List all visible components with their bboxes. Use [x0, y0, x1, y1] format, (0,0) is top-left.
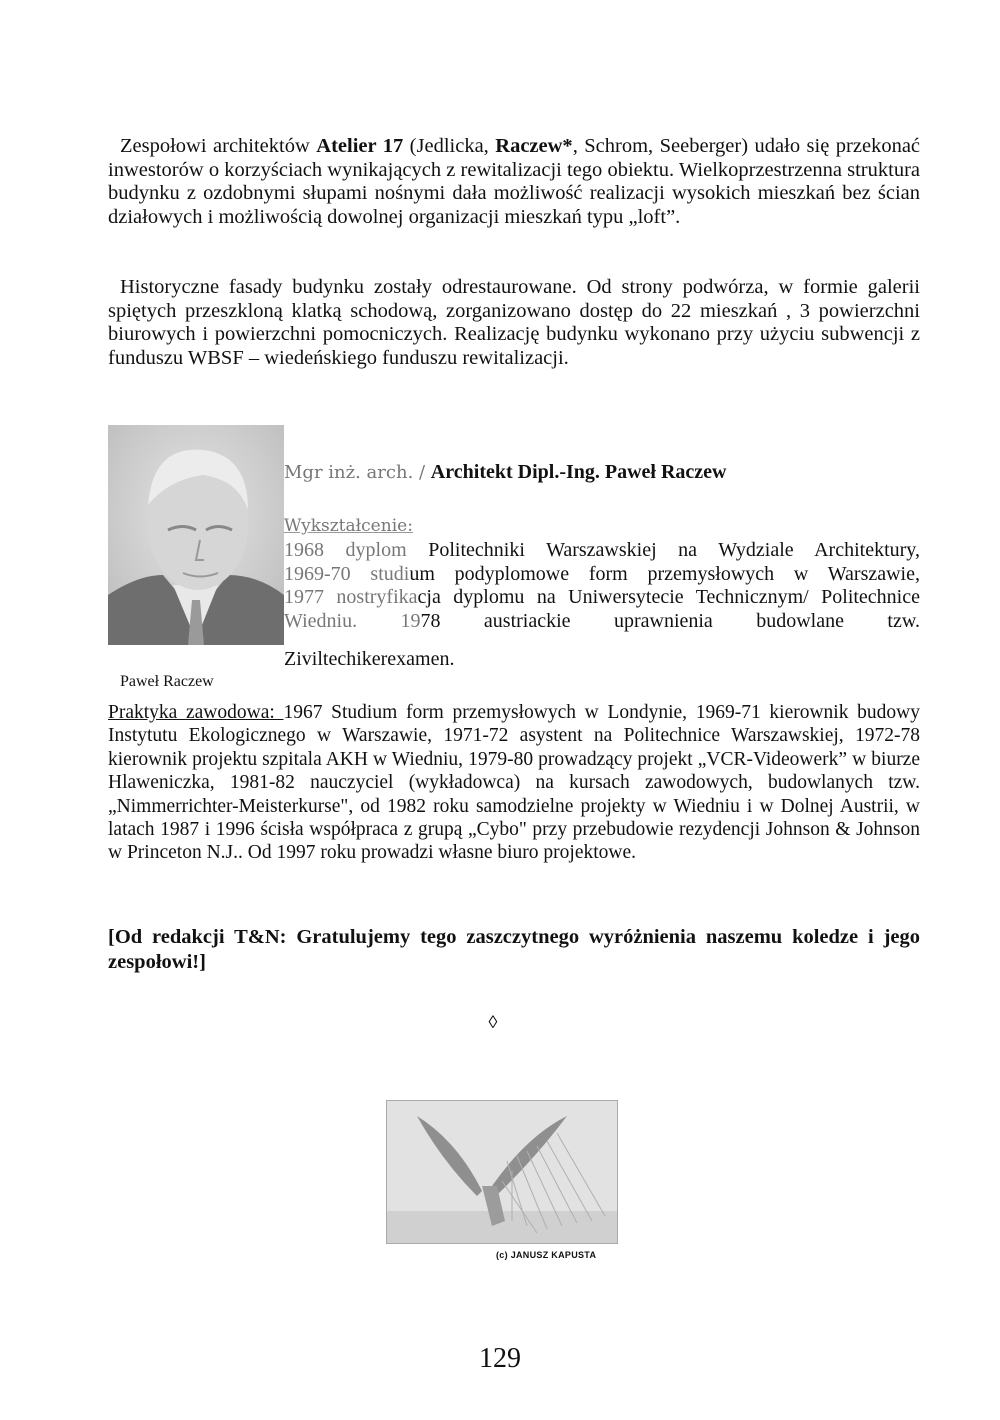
photo-caption: Paweł Raczew [120, 673, 214, 690]
text-run: (Jedlicka, [403, 135, 496, 157]
practice-label: Praktyka zawodowa: [108, 702, 284, 723]
page-number: 129 [479, 1343, 521, 1374]
education-line [284, 539, 920, 563]
atelier-name: Atelier 17 [316, 135, 404, 157]
title-name: Architekt Dipl.-Ing. Paweł Raczew [430, 461, 727, 483]
portrait-photo [108, 425, 284, 645]
education-line [284, 586, 920, 610]
education-heading: Wykształcenie: [284, 516, 413, 536]
text-run: Zespołowi architektów [120, 135, 317, 157]
text-run: Wiedniu. 19 [284, 609, 421, 632]
text-run: , Schrom, Seeberger) udało się przekonać inwestorów o korzyściach wynikających z rewitalizacji tego obiektu. Wielkoprzestrzenna struktura budynku z ozdobnymi słupami nośnymi dała możliwość realizacji wysokich mieszkań bez ścian działowych i możliwością dowolnej organizacji mieszkań typu „loft”. [108, 135, 921, 228]
text-run: 78 austriackie uprawnienia budowlane tzw. [420, 609, 920, 632]
education-line [284, 563, 920, 587]
angel-artwork [386, 1100, 618, 1244]
text-run: Historyczne fasady budynku zostały odrestaurowane. Od strony podwórza, w formie galerii spiętych przeszkloną klatką schodową, zorganizowano dostęp do 22 mieszkań , 3 powierzchni biurowych i powierzchni pomocniczych. Realizację budynku wykonano przy użyciu subwencji z funduszu WBSF – wiedeńskiego funduszu rewitalizacji. [108, 276, 920, 369]
education-line [284, 610, 920, 634]
text-run: 1977 nostryfika [284, 586, 418, 608]
paragraph-atelier [108, 135, 920, 229]
text-run: 1967 Studium form przemysłowych w Londynie, 1969-71 kierownik budowy Instytutu Ekologicznego w Warszawie, 1971-72 asystent na Politechnice Warszawskiej, 1972-78 kierownik projektu szpitala AKH w Wiedniu, 1979-80 prowadzący projekt „VCR-Videowerk” w biurze Hlaweniczka, 1981-82 nauczyciel (wykładowca) na kursach zawodowych, budowlanych tzw. „Nimmerrichter-Meisterkurse", od 1982 roku samodzielne projekty w Wiedniu i w Dolnej Austrii, w latach 1987 i 1996 ścisła współpraca z grupą „Cybo" przy przebudowie rezydencji Johnson & Johnson w Princeton N.J.. Od 1997 roku prowadzi własne biuro projektowe. [108, 702, 920, 864]
diamond-separator-icon: ◊ [488, 1012, 498, 1032]
paragraph-practice [108, 701, 920, 865]
text-run: um podyplomowe form przemysłowych w Warszawie, [409, 562, 920, 585]
education-body [284, 539, 920, 633]
profile-title [284, 461, 727, 484]
text-run: 1968 dyplom [284, 539, 429, 561]
editorial-note: [Od redakcji T&N: Gratulujemy tego zaszczytnego wyróżnienia naszemu koledze i jego zespołowi!] [108, 926, 920, 973]
artwork-credit: (c) JANUSZ KAPUSTA [496, 1250, 597, 1260]
paragraph-facades [108, 276, 920, 370]
text-run: cja dyplomu na Uniwersytecie Technicznym/ Politechnice [417, 586, 920, 608]
education-tail: Ziviltechikerexamen. [284, 648, 455, 670]
text-run: Politechniki Warszawskiej na Wydziale Architektury, [428, 539, 920, 561]
title-prefix: Mgr inż. arch. / [284, 462, 431, 483]
raczew-name: Raczew* [495, 135, 573, 157]
text-run: 1969-70 studi [284, 562, 410, 585]
